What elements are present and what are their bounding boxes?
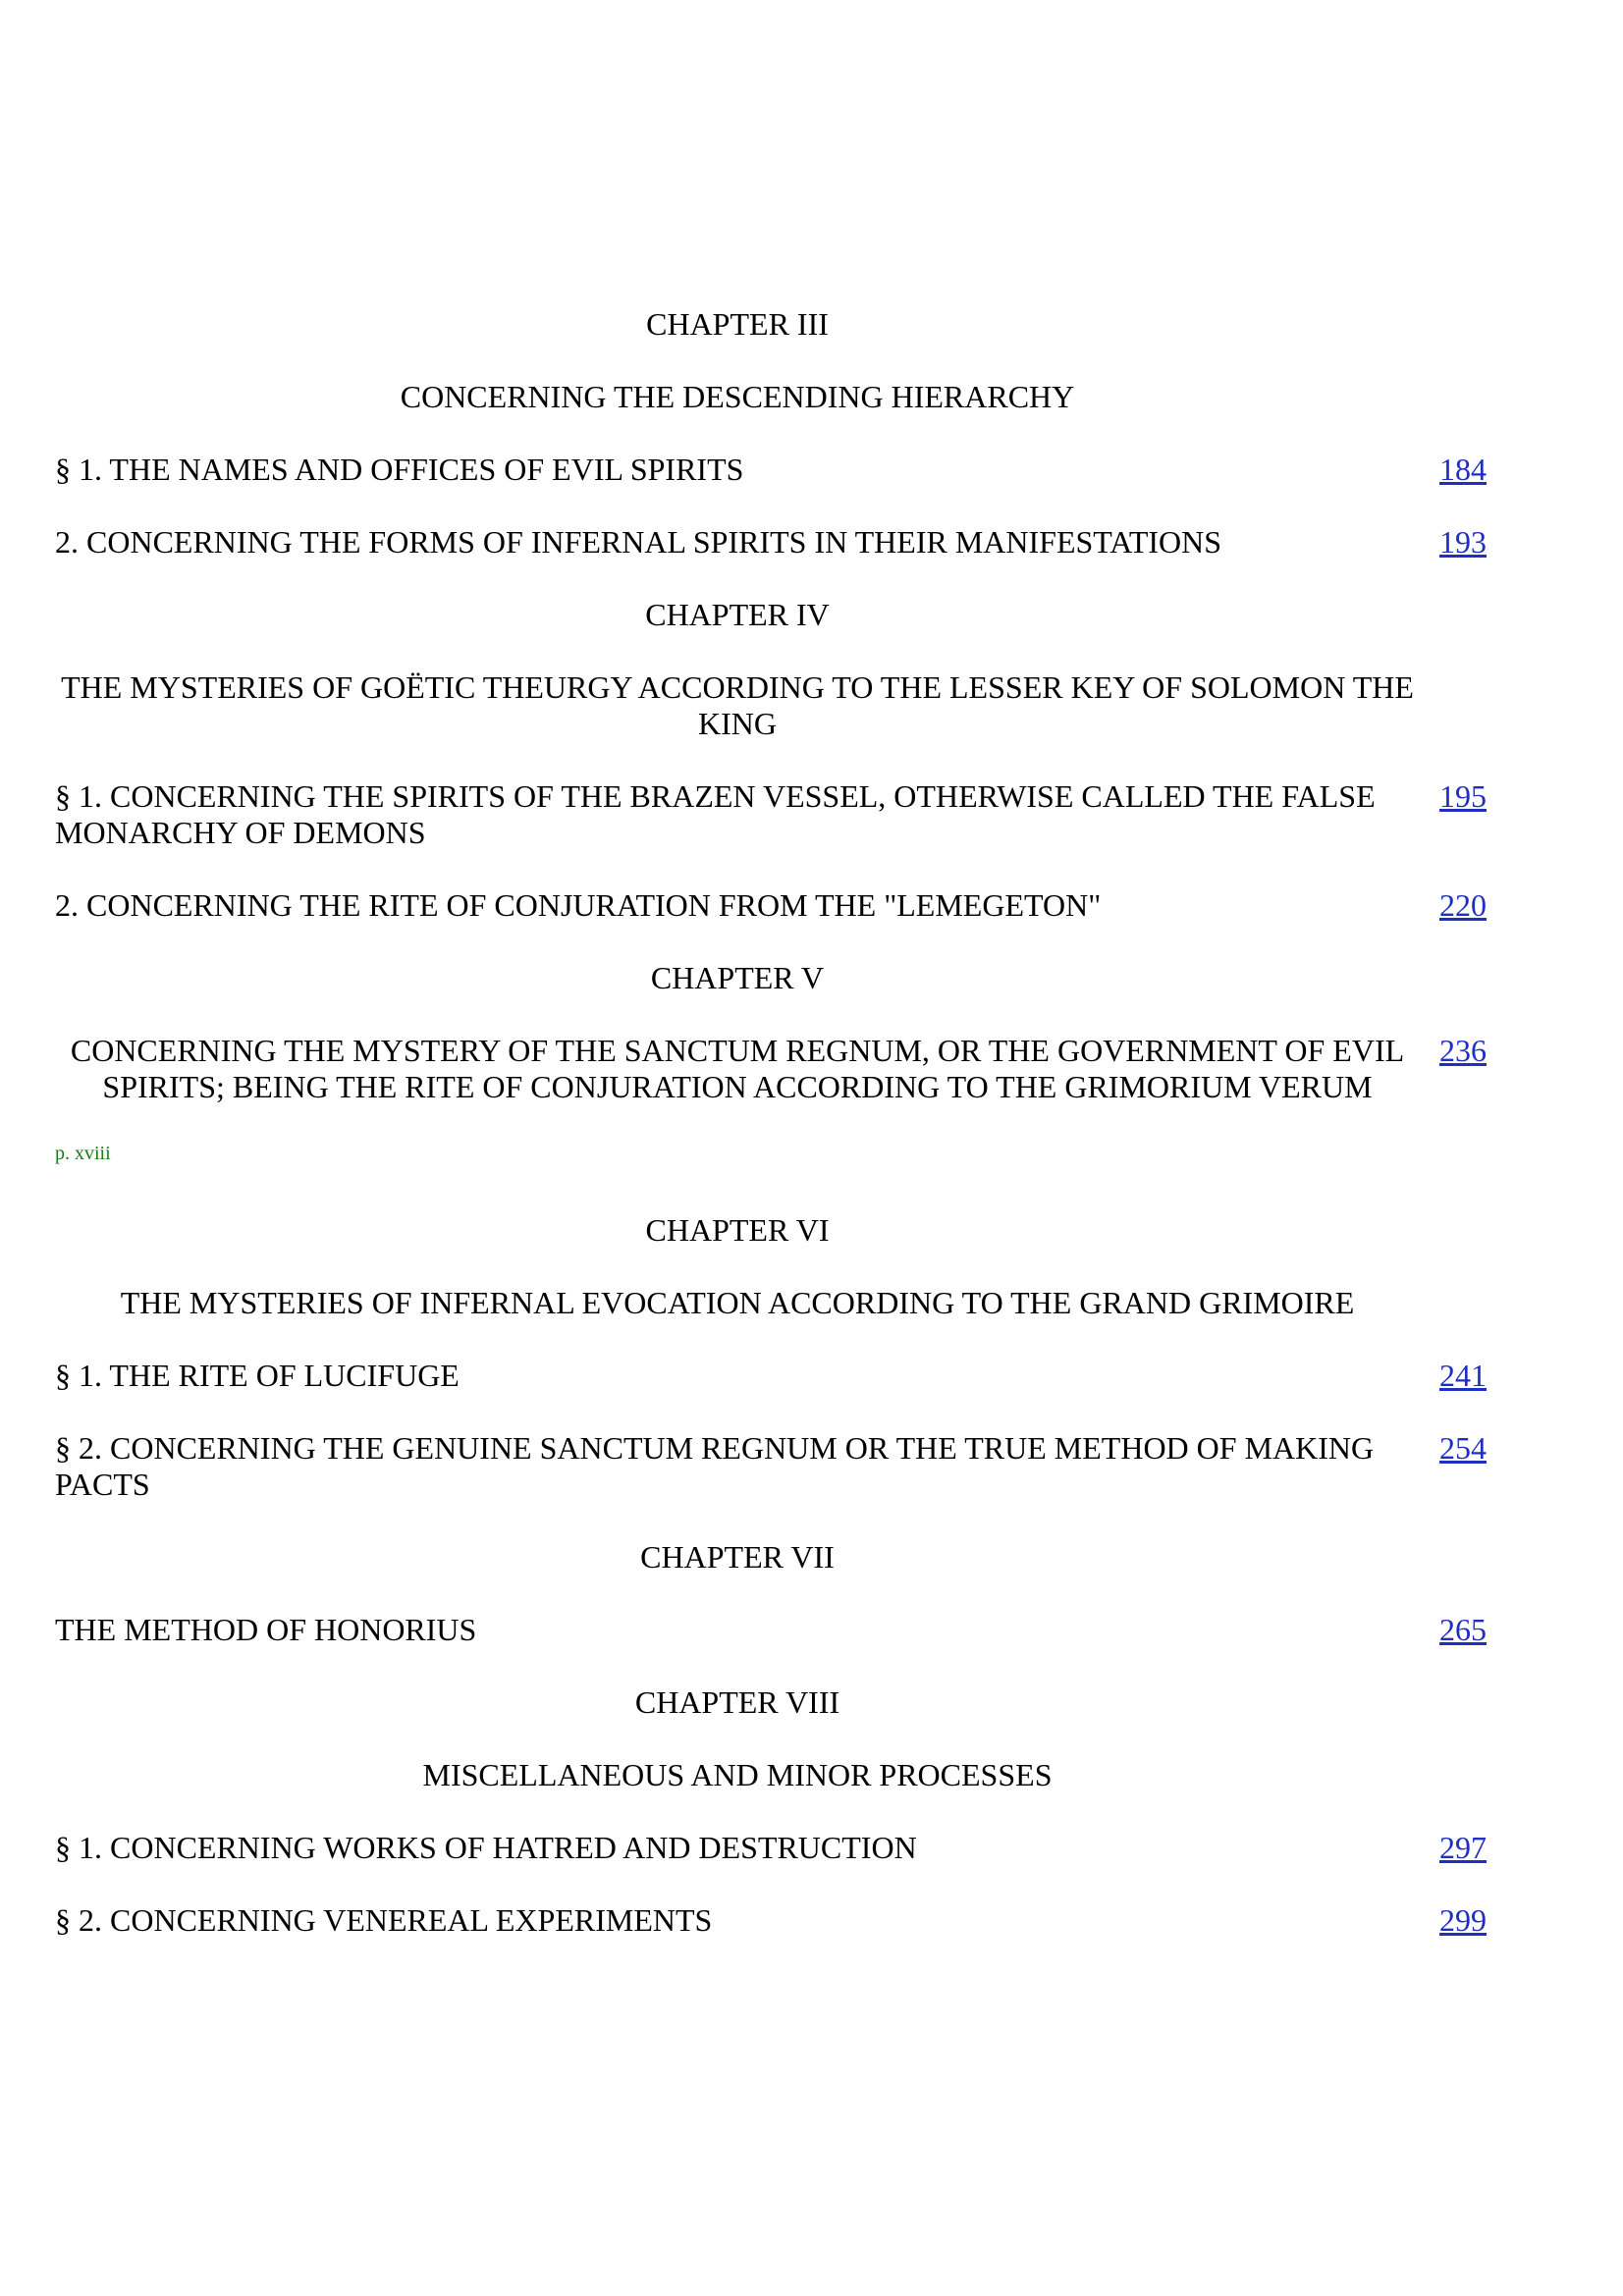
toc-row	[55, 597, 1498, 633]
toc-row	[55, 669, 1498, 742]
page-number-marker: p. xviii	[55, 1143, 111, 1164]
toc-row	[55, 1430, 1498, 1503]
toc-entry-title: § 2. CONCERNING VENEREAL EXPERIMENTS	[55, 1902, 713, 1938]
toc-row	[55, 1612, 1498, 1648]
toc-entry-title: CONCERNING THE DESCENDING HIERARCHY	[400, 379, 1075, 414]
toc-row	[55, 1033, 1498, 1105]
toc-row	[55, 1830, 1498, 1866]
toc-entry-title: § 1. CONCERNING THE SPIRITS OF THE BRAZEN VESSEL, OTHERWISE CALLED THE FALSE MONARCHY OF DEMONS	[55, 778, 1376, 850]
toc-row	[55, 1684, 1498, 1721]
toc-row	[55, 887, 1498, 924]
page-link[interactable]: 265	[1439, 1612, 1487, 1647]
toc-row	[55, 1757, 1498, 1793]
toc-entry-title: THE MYSTERIES OF INFERNAL EVOCATION ACCORDING TO THE GRAND GRIMOIRE	[120, 1285, 1355, 1320]
chapter-heading: CHAPTER IV	[645, 597, 830, 632]
page-link[interactable]: 193	[1439, 524, 1487, 560]
page-number-cell	[1439, 1430, 1498, 1467]
page-link[interactable]: 236	[1439, 1033, 1487, 1068]
toc-row	[55, 960, 1498, 996]
chapter-heading: CHAPTER VII	[640, 1539, 835, 1575]
page-number-cell	[1439, 778, 1498, 815]
toc-entry-title: THE METHOD OF HONORIUS	[55, 1612, 477, 1647]
toc-entry-title: MISCELLANEOUS AND MINOR PROCESSES	[422, 1757, 1053, 1792]
table-of-contents	[55, 306, 1498, 1975]
toc-row	[55, 1358, 1498, 1394]
chapter-heading: CHAPTER VIII	[634, 1684, 840, 1720]
page-number-cell	[1439, 1612, 1498, 1648]
toc-entry-title: § 1. CONCERNING WORKS OF HATRED AND DESTRUCTION	[55, 1830, 917, 1865]
toc-row	[55, 778, 1498, 851]
page-number-cell	[1439, 1358, 1498, 1394]
page-link[interactable]: 254	[1439, 1430, 1487, 1466]
page-link[interactable]: 184	[1439, 452, 1487, 487]
toc-entry-title: 2. CONCERNING THE RITE OF CONJURATION FROM THE "LEMEGETON"	[55, 887, 1102, 923]
toc-row	[55, 306, 1498, 343]
toc-row	[55, 1212, 1498, 1249]
toc-entry-title: § 1. THE RITE OF LUCIFUGE	[55, 1358, 460, 1393]
page-link[interactable]: 195	[1439, 778, 1487, 814]
page-number-cell	[1439, 452, 1498, 488]
toc-entry-title: CONCERNING THE MYSTERY OF THE SANCTUM REGNUM, OR THE GOVERNMENT OF EVIL SPIRITS; BEING THE RITE OF CONJURATION ACCORDING TO THE GRIMORIUM VERUM	[70, 1033, 1405, 1104]
chapter-heading: CHAPTER VI	[645, 1212, 830, 1248]
chapter-heading: CHAPTER V	[650, 960, 825, 995]
toc-row	[55, 1902, 1498, 1939]
page-link[interactable]: 241	[1439, 1358, 1487, 1393]
page-number-cell	[1439, 1902, 1498, 1939]
page-number-cell	[1439, 887, 1498, 924]
toc-row	[55, 452, 1498, 488]
page-number-cell	[1439, 524, 1498, 561]
page-link[interactable]: 299	[1439, 1902, 1487, 1938]
page-link[interactable]: 220	[1439, 887, 1487, 923]
toc-row	[55, 1539, 1498, 1575]
chapter-heading: CHAPTER III	[646, 306, 829, 342]
toc-entry-title: 2. CONCERNING THE FORMS OF INFERNAL SPIRITS IN THEIR MANIFESTATIONS	[55, 524, 1222, 560]
page-number-cell	[1439, 1033, 1498, 1069]
toc-row	[55, 1285, 1498, 1321]
toc-entry-title: § 1. THE NAMES AND OFFICES OF EVIL SPIRITS	[55, 452, 744, 487]
toc-row	[55, 524, 1498, 561]
toc-entry-title: THE MYSTERIES OF GOËTIC THEURGY ACCORDING TO THE LESSER KEY OF SOLOMON THE KING	[61, 669, 1414, 741]
toc-entry-title: § 2. CONCERNING THE GENUINE SANCTUM REGNUM OR THE TRUE METHOD OF MAKING PACTS	[55, 1430, 1375, 1502]
page-link[interactable]: 297	[1439, 1830, 1487, 1865]
page-number-cell	[1439, 1830, 1498, 1866]
toc-row	[55, 379, 1498, 415]
